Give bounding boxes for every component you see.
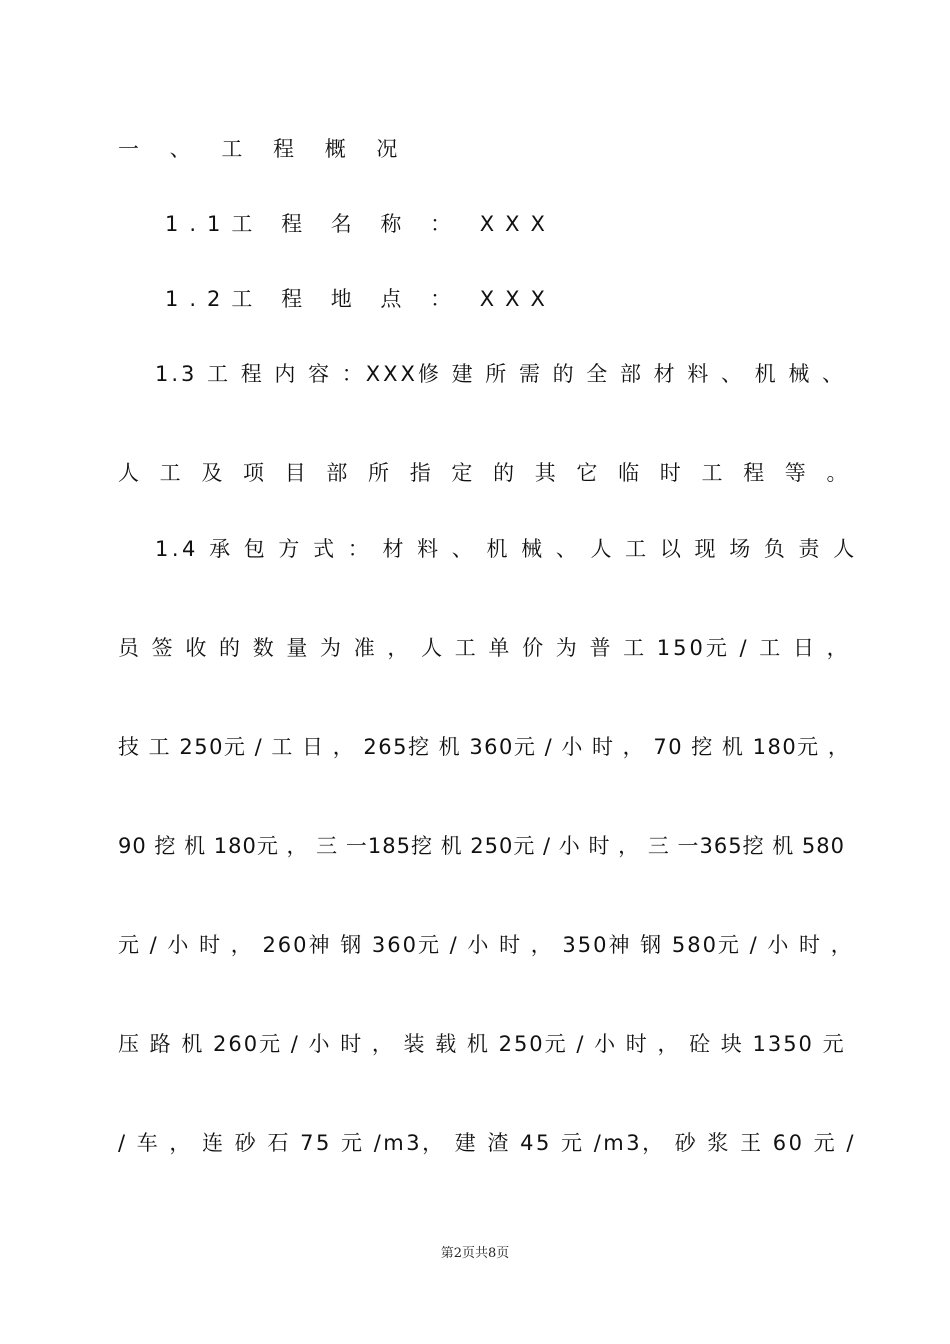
text-line: 技 工 250元 / 工 日 ， 265挖 机 360元 / 小 时 ， 70 挖 机 180元 ，	[118, 735, 851, 759]
section-heading: 一 、 工 程 概 况	[118, 137, 410, 161]
text-line: 员 签 收 的 数 量 为 准 ， 人 工 单 价 为 普 工 150元 / 工 日 ，	[118, 636, 851, 660]
text-line: / 车 ， 连 砂 石 75 元 /m3， 建 渣 45 元 /m3， 砂 浆 王 60 元 /	[118, 1131, 856, 1155]
project-content-continued: 人 工 及 项 目 部 所 指 定 的 其 它 临 时 工 程 等 。	[118, 461, 855, 485]
text-line: 元 / 小 时 ， 260神 钢 360元 / 小 时 ， 350神 钢 580元 / 小 时 ，	[118, 933, 854, 957]
text-line: 压 路 机 260元 / 小 时 ， 装 载 机 250元 / 小 时 ， 砼 块 1350 元	[118, 1032, 846, 1056]
project-name-line: 1.1工 程 名 称 ： XXX	[165, 212, 556, 236]
text-line: 90 挖 机 180元 ， 三 一185挖 机 250元 / 小 时 ， 三 一365挖 机 580	[118, 834, 846, 858]
project-location-line: 1.2工 程 地 点 ： XXX	[165, 287, 556, 311]
project-content-line: 1.3 工 程 内 容 ：XXX修 建 所 需 的 全 部 材 料 、 机 械 、	[155, 362, 847, 386]
contract-method-line: 1.4 承 包 方 式 ： 材 料 、 机 械 、 人 工 以 现 场 负 责 人	[155, 537, 858, 561]
page-number-footer: 第2页共8页	[440, 1246, 510, 1261]
